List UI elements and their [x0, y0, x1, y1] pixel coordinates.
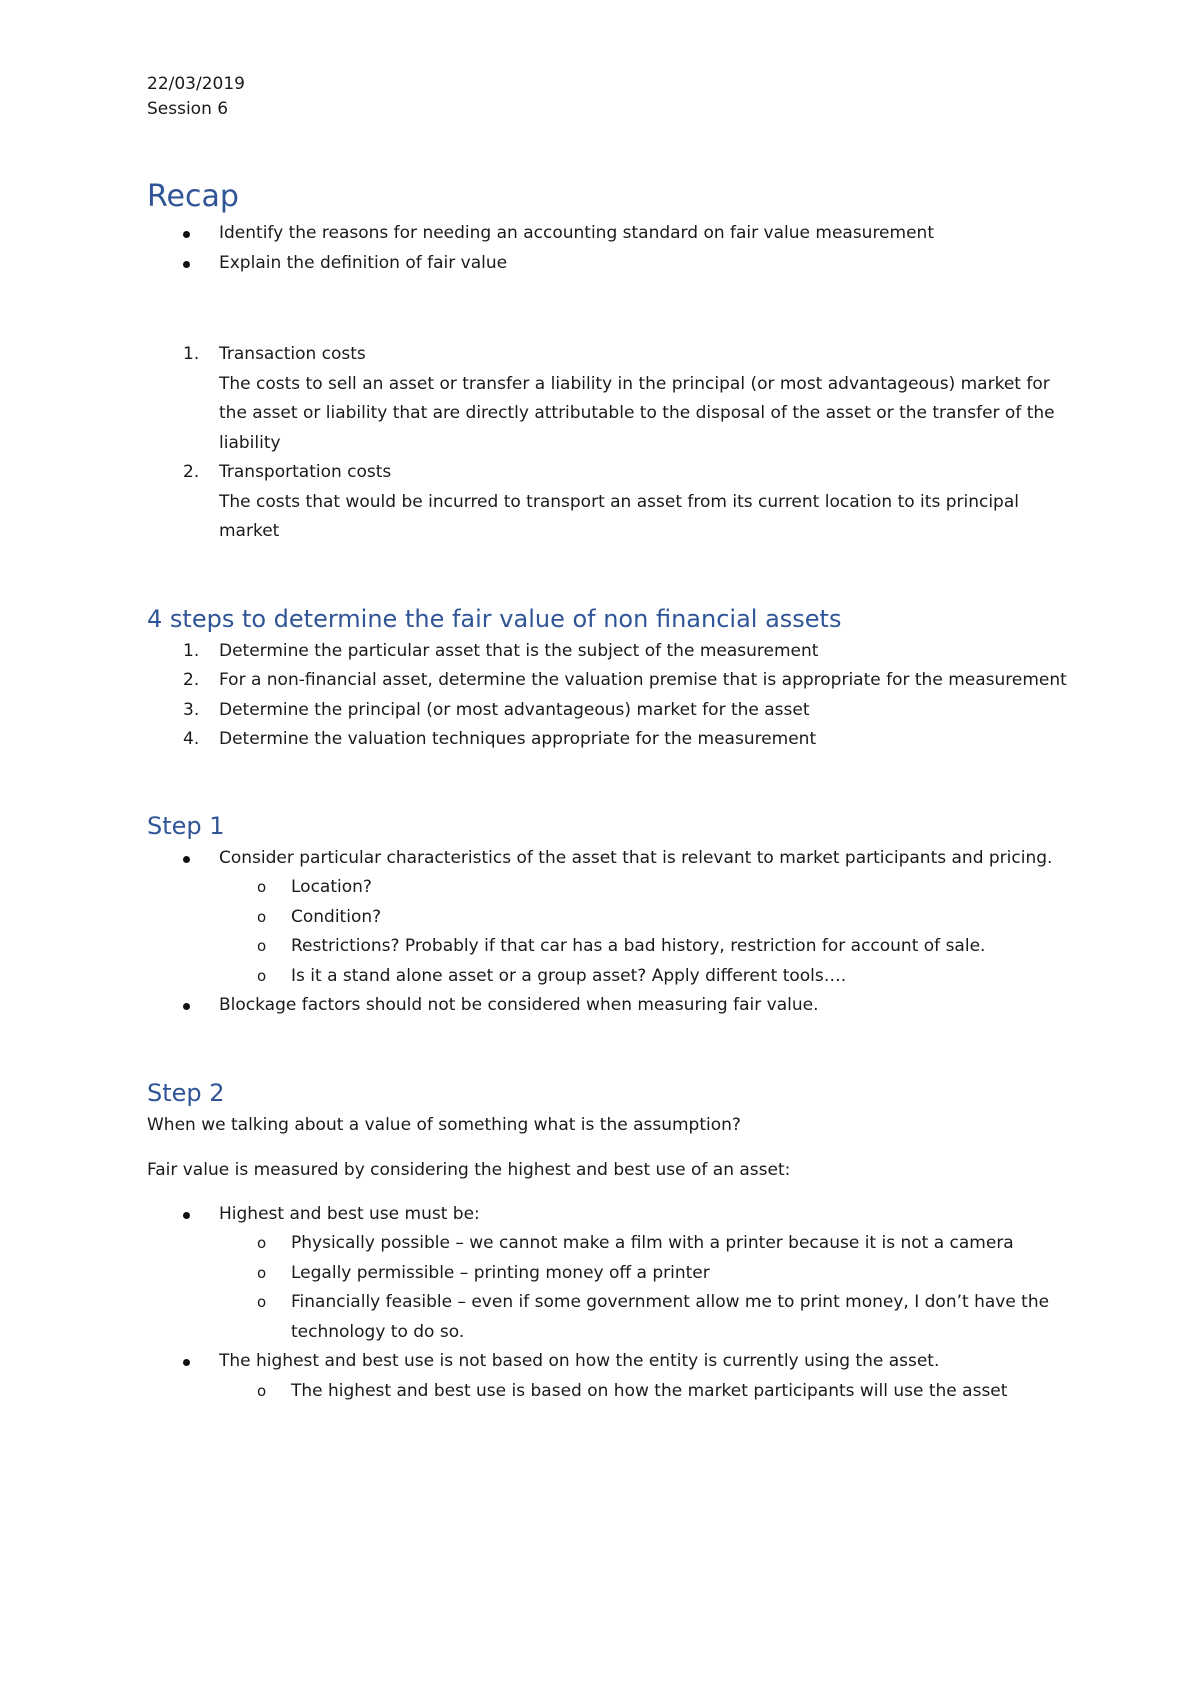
step1-bullet-text: Blockage factors should not be considered when measuring fair value. — [219, 995, 819, 1015]
list-number: 2. — [183, 462, 200, 482]
document-content — [147, 72, 1067, 1406]
step1-list — [147, 844, 1067, 1021]
list-number: 1. — [183, 640, 200, 661]
circle-bullet-icon: o — [257, 1263, 267, 1282]
step1-sub-text: Is it a stand alone asset or a group asset? Apply different tools…. — [291, 965, 847, 986]
cost-label: Transaction costs — [219, 344, 366, 364]
circle-bullet-icon: o — [257, 1381, 267, 1400]
recap-bullet-item — [147, 219, 1067, 249]
step-item — [147, 666, 1067, 696]
step1-sub-text: Location? — [291, 877, 372, 897]
list-number: 3. — [183, 699, 200, 720]
list-number: 4. — [183, 729, 200, 749]
step2-sub-item — [147, 1229, 1067, 1259]
step2-question: When we talking about a value of something what is the assumption? — [147, 1114, 741, 1135]
step-text: Determine the particular asset that is the subject of the measurement — [219, 640, 819, 661]
step2-bullet-item — [147, 1347, 1067, 1377]
list-number: 2. — [183, 670, 200, 690]
step1-sub-item — [147, 903, 1067, 933]
step-item — [147, 696, 1067, 726]
cost-description: The costs to sell an asset or transfer a liability in the principal (or most advantageous) market for the asset or liability that are directly attributable to the disposal of the asset or the transfer of the liability — [219, 373, 1055, 453]
step1-bullet-text: Consider particular characteristics of the asset that is relevant to market participants and pricing. — [219, 847, 1053, 868]
step2-sub-text: The highest and best use is based on how the market participants will use the asset — [291, 1380, 1008, 1401]
recap-bullet-list — [147, 219, 1067, 278]
circle-bullet-icon: o — [257, 1293, 267, 1311]
bullet-icon — [183, 231, 190, 238]
bullet-icon — [183, 1212, 190, 1219]
step2-list — [147, 1200, 1067, 1407]
step2-sub-text: Financially feasible – even if some government allow me to print money, I don’t have the technology to do so. — [291, 1292, 1050, 1342]
step-text: Determine the valuation techniques appropriate for the measurement — [219, 729, 817, 749]
document-header — [147, 72, 1067, 122]
circle-bullet-icon: o — [257, 878, 267, 896]
cost-item — [147, 458, 1067, 547]
step1-bullet-item — [147, 991, 1067, 1021]
circle-bullet-icon: o — [257, 966, 267, 985]
step1-heading: Step 1 — [147, 811, 225, 840]
step2-sub-text: Legally permissible – printing money off a printer — [291, 1262, 710, 1283]
recap-bullet-item — [147, 249, 1067, 279]
bullet-icon — [183, 1003, 190, 1010]
step1-bullet-item — [147, 844, 1067, 874]
cost-description: The costs that would be incurred to transport an asset from its current location to its principal market — [219, 491, 1019, 541]
circle-bullet-icon: o — [257, 937, 267, 955]
four-steps-heading: 4 steps to determine the fair value of non financial assets — [147, 604, 842, 633]
recap-bullet-text: Identify the reasons for needing an accounting standard on fair value measurement — [219, 223, 934, 243]
circle-bullet-icon: o — [257, 1234, 267, 1252]
step2-sub-text: Physically possible – we cannot make a film with a printer because it is not a camera — [291, 1233, 1014, 1253]
circle-bullet-icon: o — [257, 907, 267, 926]
step2-heading: Step 2 — [147, 1078, 225, 1107]
step-item — [147, 637, 1067, 667]
bullet-icon — [183, 856, 190, 863]
step-text: Determine the principal (or most advantageous) market for the asset — [219, 699, 810, 720]
step2-statement: Fair value is measured by considering the highest and best use of an asset: — [147, 1160, 791, 1180]
step1-sub-item — [147, 873, 1067, 903]
list-number: 1. — [183, 344, 200, 364]
step2-sub-item — [147, 1288, 1067, 1347]
recap-bullet-text: Explain the definition of fair value — [219, 252, 508, 273]
session-label: Session 6 — [147, 99, 229, 119]
step1-sub-item — [147, 932, 1067, 962]
four-steps-list — [147, 637, 1067, 755]
step1-sub-text: Restrictions? Probably if that car has a bad history, restriction for account of sale. — [291, 936, 986, 956]
step-text: For a non-financial asset, determine the valuation premise that is appropriate for the measurement — [219, 670, 1067, 690]
bullet-icon — [183, 261, 190, 268]
step-item — [147, 725, 1067, 755]
recap-heading: Recap — [147, 179, 239, 214]
step1-sub-item — [147, 962, 1067, 992]
step1-sub-text: Condition? — [291, 906, 382, 927]
cost-item — [147, 340, 1067, 458]
step2-sub-item — [147, 1259, 1067, 1289]
step2-bullet-item — [147, 1200, 1067, 1230]
costs-numbered-list — [147, 340, 1067, 547]
bullet-icon — [183, 1359, 190, 1366]
step2-sub-item — [147, 1377, 1067, 1407]
step2-bullet-text: The highest and best use is not based on how the entity is currently using the asset. — [219, 1351, 940, 1371]
document-date: 22/03/2019 — [147, 74, 245, 94]
step2-bullet-text: Highest and best use must be: — [219, 1203, 480, 1224]
cost-label: Transportation costs — [219, 462, 392, 482]
